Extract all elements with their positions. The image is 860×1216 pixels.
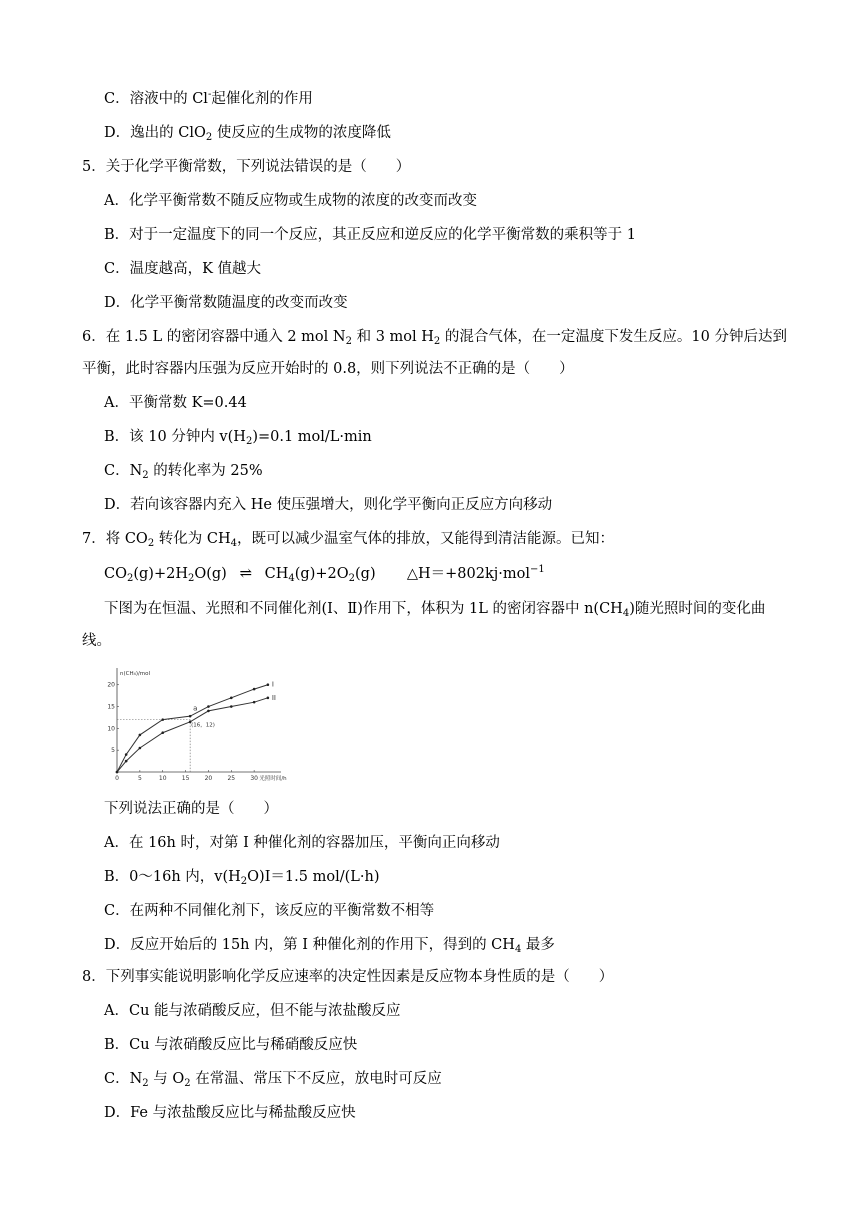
series-point-II bbox=[125, 760, 128, 763]
x-tick-label: 15 bbox=[181, 775, 190, 782]
series-point-I bbox=[189, 715, 192, 718]
q7-ask: 下列说法正确的是（ ） bbox=[104, 801, 278, 817]
series-point-II bbox=[267, 697, 270, 700]
series-point-II bbox=[253, 701, 256, 704]
q8-option-b: B．Cu 与浓硝酸反应比与稀硝酸反应快 bbox=[104, 1037, 358, 1053]
equilibrium-arrow-icon: ⇌ bbox=[239, 564, 253, 582]
annotation-label: (16，12) bbox=[191, 722, 215, 729]
series-point-II bbox=[207, 710, 210, 713]
q7-desc-line2: 线。 bbox=[82, 633, 111, 649]
q6-option-c: C．$N_2$ 的转化率为 25% bbox=[104, 463, 263, 481]
series-point-II bbox=[116, 771, 119, 774]
q7-option-a: A．在 16h 时，对第 I 种催化剂的容器加压，平衡向正向移动 bbox=[104, 835, 500, 851]
legend-label-I: I bbox=[271, 680, 274, 689]
q5-option-a: A．化学平衡常数不随反应物或生成物的浓度的改变而改变 bbox=[104, 193, 477, 209]
series-point-I bbox=[253, 688, 256, 691]
y-tick-label: 10 bbox=[107, 725, 115, 733]
q6-option-d: D．若向该容器内充入 He 使压强增大，则化学平衡向正反应方向移动 bbox=[104, 497, 553, 513]
q8-stem: 8．下列事实能说明影响化学反应速率的决定性因素是反应物本身性质的是（ ） bbox=[82, 969, 614, 985]
ch4-time-chart bbox=[100, 666, 287, 782]
y-tick-label: 20 bbox=[107, 681, 115, 689]
q7-desc-line1: 下图为在恒温、光照和不同催化剂(I、Ⅱ)作用下，体积为 1L 的密闭容器中 $n(CH_4)$随光照时间的变化曲 bbox=[104, 601, 766, 619]
y-tick-label: 15 bbox=[107, 703, 115, 711]
y-axis-label: n(CH₄)/mol bbox=[120, 671, 151, 677]
legend-label-II: II bbox=[271, 693, 276, 702]
y-tick-label: 5 bbox=[111, 747, 115, 755]
x-tick-label: 5 bbox=[137, 775, 142, 782]
q8-option-c: C．$N_2$ 与 $O_2$ 在常温、常压下不反应，放电时可反应 bbox=[104, 1071, 442, 1089]
x-axis-label: 光照时间/h bbox=[259, 776, 287, 782]
q8-option-d: D．Fe 与浓盐酸反应比与稀盐酸反应快 bbox=[104, 1105, 356, 1121]
series-point-II bbox=[161, 731, 164, 734]
series-point-I bbox=[267, 683, 270, 686]
q7-equation: $CO_2(g)+2H_2O(g)$ ⇌ $CH_4(g)+2O_2(g)$ △H＝+802kj·mol$^{-1}$ bbox=[104, 564, 545, 584]
q6-stem-line2: 平衡，此时容器内压强为反应开始时的 0.8，则下列说法不正确的是（ ） bbox=[82, 361, 574, 377]
q7-option-d: D．反应开始后的 15h 内，第 I 种催化剂的作用下，得到的 $CH_4$ 最多 bbox=[104, 937, 555, 955]
x-tick-label: 10 bbox=[158, 775, 167, 782]
annotation-label: a bbox=[193, 704, 198, 713]
q5-option-c: C．温度越高，K 值越大 bbox=[104, 261, 262, 277]
q4-option-d: D．逸出的 ClO$_2$ 使反应的生成物的浓度降低 bbox=[104, 125, 391, 143]
q7-option-b: B．0～16h 内，$v(H_2O)I=1.5$ mol/(L·h) bbox=[104, 869, 380, 887]
series-point-I bbox=[125, 753, 128, 756]
q5-option-b: B．对于一定温度下的同一个反应，其正反应和逆反应的化学平衡常数的乘积等于 1 bbox=[104, 227, 636, 243]
q4-option-c: C．溶液中的 Cl-起催化剂的作用 bbox=[104, 89, 313, 107]
q6-option-b: B．该 10 分钟内 $v(H_2)=0.1$ mol/L·min bbox=[104, 429, 372, 447]
q5-stem: 5．关于化学平衡常数，下列说法错误的是（ ） bbox=[82, 159, 411, 175]
series-point-I bbox=[230, 697, 233, 700]
series-point-II bbox=[230, 705, 233, 708]
q6-option-a: A．平衡常数 K=0.44 bbox=[104, 395, 247, 411]
series-point-I bbox=[207, 705, 210, 708]
series-point-I bbox=[161, 718, 164, 721]
x-tick-label: 30 bbox=[250, 775, 258, 782]
q7-option-c: C．在两种不同催化剂下，该反应的平衡常数不相等 bbox=[104, 903, 435, 919]
x-tick-label: 20 bbox=[204, 775, 213, 782]
chart-ticks bbox=[107, 682, 258, 782]
q7-stem: 7．将 $CO_2$ 转化为 $CH_4$，既可以减少温室气体的排放，又能得到清洁能源。已知： bbox=[82, 531, 615, 549]
series-point-I bbox=[139, 734, 142, 737]
series-point-II bbox=[139, 747, 142, 750]
chart-labels bbox=[120, 671, 287, 782]
q8-option-a: A．Cu 能与浓硝酸反应，但不能与浓盐酸反应 bbox=[104, 1003, 401, 1019]
x-tick-label: 25 bbox=[227, 775, 236, 782]
q6-stem-line1: 6．在 1.5 L 的密闭容器中通入 2 mol $N_2$ 和 3 mol $H_2$ 的混合气体，在一定温度下发生反应。10 分钟后达到 bbox=[82, 329, 787, 347]
q5-option-d: D．化学平衡常数随温度的改变而改变 bbox=[104, 295, 348, 311]
x-tick-label: 0 bbox=[115, 775, 119, 782]
chart-axes bbox=[117, 668, 281, 772]
